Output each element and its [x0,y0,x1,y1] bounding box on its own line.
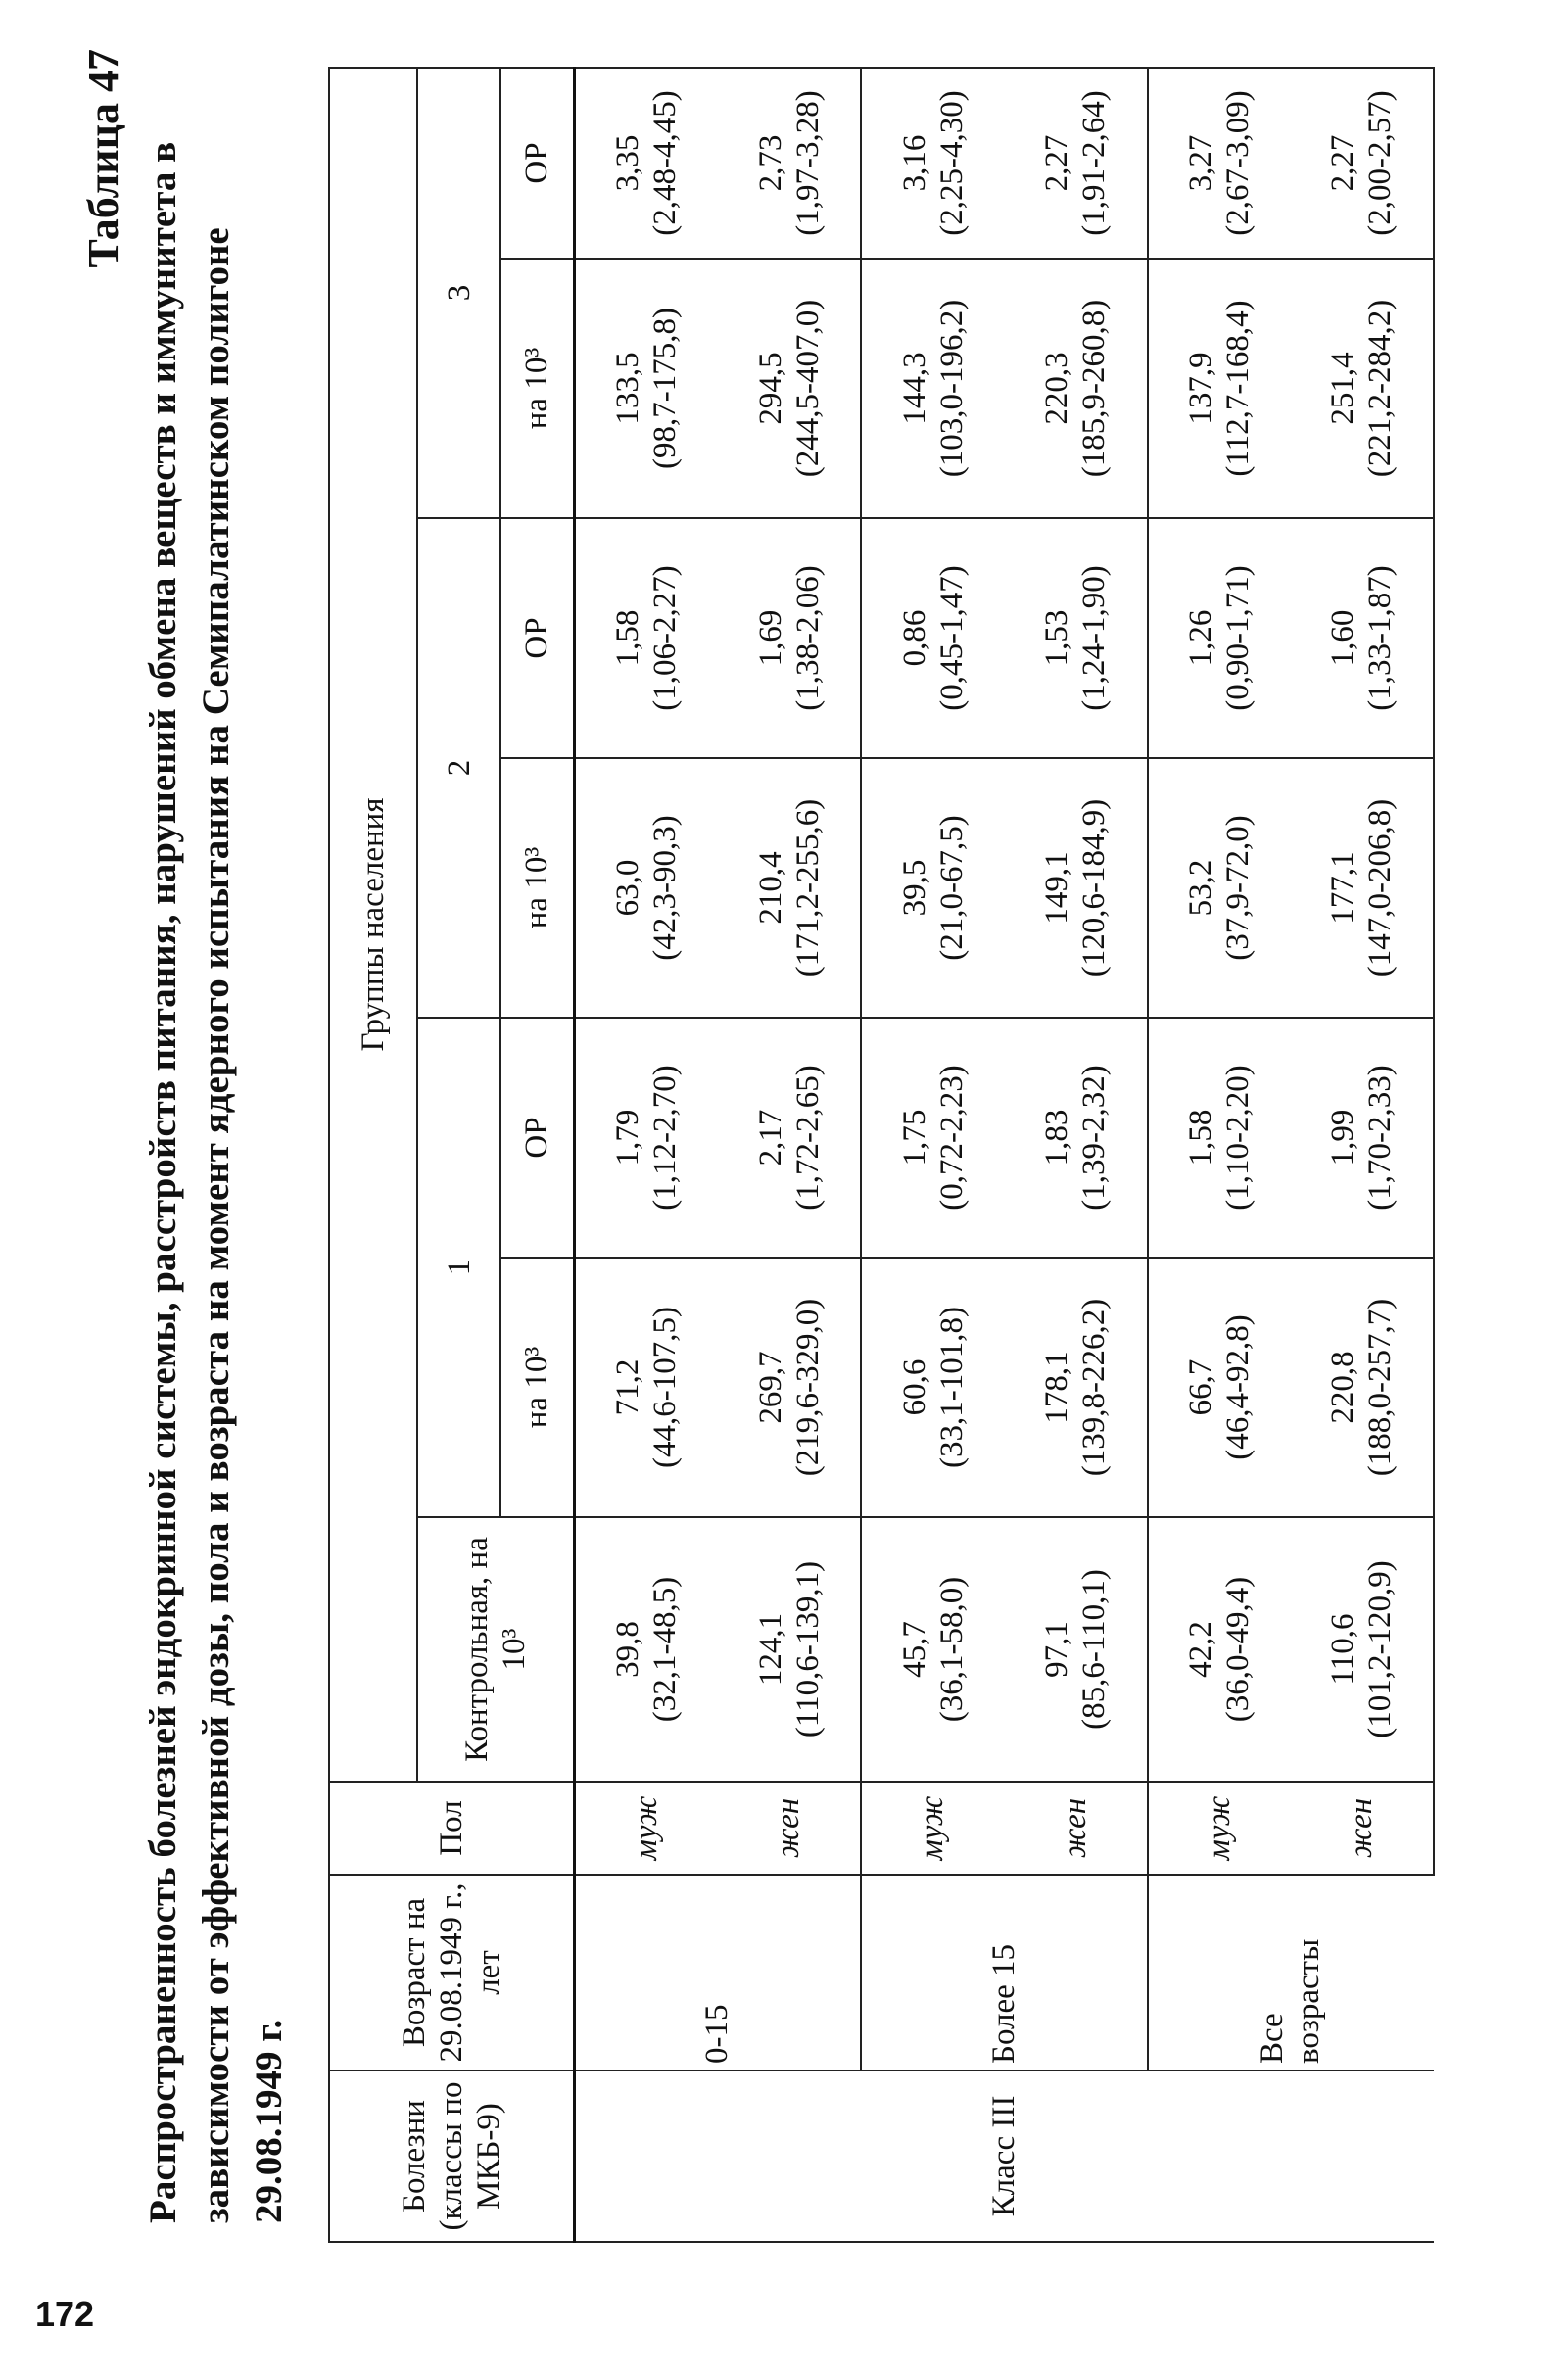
g3-ci: (221,2-284,2) [1362,299,1399,478]
control-value: 110,6 [1325,1613,1361,1686]
control-value: 39,8 [610,1621,646,1678]
control-ci: (85,6-110,1) [1076,1569,1113,1730]
g2-or-ci: (1,33-1,87) [1362,565,1399,711]
g1-or-ci: (1,10-2,20) [1220,1065,1257,1211]
g2-or: 1,58 [610,609,646,667]
header-g1-per1000: на 10³ [500,1258,574,1517]
g1-or-ci: (1,12-2,70) [647,1065,684,1211]
data-table [328,67,1435,2243]
g3-or-ci: (2,25-4,30) [933,90,970,236]
g1-value: 60,6 [896,1358,932,1416]
g1-value: 178,1 [1039,1351,1075,1424]
control-value: 42,2 [1183,1621,1219,1678]
g1-ci: (44,6-107,5) [647,1307,684,1468]
g1-value: 66,7 [1183,1358,1219,1416]
g1-or: 2,17 [752,1109,788,1166]
g3-or-ci: (2,48-4,45) [647,90,684,236]
control-value: 45,7 [896,1621,932,1678]
control-value: 97,1 [1039,1621,1075,1678]
g3-value: 133,5 [610,352,646,425]
g1-value: 71,2 [610,1358,646,1416]
g2-value: 149,1 [1039,851,1075,925]
g2-or-ci: (1,38-2,06) [789,565,826,711]
g3-ci: (103,0-196,2) [933,299,970,478]
g2-ci: (147,0-206,8) [1362,798,1399,977]
g2-or-ci: (0,90-1,71) [1220,565,1257,711]
header-control: Контрольная, на 10³ [417,1517,574,1782]
header-groups: Группы населения [329,68,417,1782]
g2-or: 1,69 [752,609,788,667]
g2-value: 53,2 [1183,859,1219,917]
g1-or: 1,75 [896,1109,932,1166]
disease-class-cell: Класс III [574,2071,1434,2242]
header-group-3: 3 [417,68,500,518]
g2-ci: (21,0-67,5) [933,815,970,961]
g1-or-ci: (1,72-2,65) [789,1065,826,1211]
control-ci: (36,1-58,0) [933,1576,970,1723]
g2-or: 1,60 [1325,609,1361,667]
control-value: 124,1 [752,1612,788,1687]
table-label: Таблица 47 [79,49,127,268]
header-g2-or: ОР [500,518,574,758]
g2-or: 1,53 [1039,609,1075,667]
g3-or: 2,73 [752,134,788,192]
g1-ci: (188,0-257,7) [1362,1298,1399,1477]
g3-or-ci: (1,97-3,28) [789,90,826,236]
g3-value: 137,9 [1183,352,1219,425]
g3-value: 294,5 [752,352,788,425]
sex-cell: муж [861,1782,1004,1875]
g2-or: 1,26 [1183,609,1219,667]
header-sex: Пол [329,1782,574,1875]
g1-or-ci: (1,70-2,33) [1362,1065,1399,1211]
g2-or: 0,86 [896,609,932,667]
g3-or-ci: (1,91-2,64) [1076,90,1113,236]
g3-ci: (185,9-260,8) [1076,299,1113,478]
g3-or: 3,27 [1183,134,1219,192]
g2-or-ci: (0,45-1,47) [933,565,970,711]
control-ci: (36,0-49,4) [1220,1576,1257,1723]
g3-value: 251,4 [1325,352,1361,425]
g3-value: 144,3 [896,352,932,425]
g2-or-ci: (1,06-2,27) [647,565,684,711]
table-row [574,68,718,2242]
control-ci: (32,1-48,5) [647,1576,684,1723]
g3-or: 2,27 [1039,134,1075,192]
header-g3-per1000: на 10³ [500,259,574,518]
table-row [1148,68,1291,2242]
age-cell: 0-15 [574,1875,861,2071]
header-g2-per1000: на 10³ [500,758,574,1018]
g3-or-ci: (2,00-2,57) [1362,90,1399,236]
g1-or: 1,99 [1325,1109,1361,1166]
header-g1-or: ОР [500,1018,574,1258]
g3-ci: (98,7-175,8) [647,308,684,469]
g1-or: 1,79 [610,1109,646,1166]
g1-ci: (139,8-226,2) [1076,1298,1113,1477]
g3-or-ci: (2,67-3,09) [1220,90,1257,236]
sex-cell: жен [1004,1782,1147,1875]
rotated-page-content [0,29,1449,2282]
g1-ci: (219,6-329,0) [789,1298,826,1477]
g2-ci: (120,6-184,9) [1076,798,1113,977]
g2-ci: (42,3-90,3) [647,815,684,961]
sex-cell: жен [718,1782,861,1875]
g2-value: 39,5 [896,859,932,917]
control-ci: (101,2-120,9) [1362,1560,1399,1738]
table-caption: Распространенность болезней эндокринной системы, расстройств питания, нарушений обмена веществ и иммунитета в зависимости от эффективной дозы, пола и возраста на момент ядерного испытания на Семипалатинском полигоне 29.08.1949 г. [142,141,290,2223]
g2-value: 63,0 [610,859,646,917]
header-disease: Болезни (классы по МКБ-9) [329,2071,574,2242]
g3-ci: (244,5-407,0) [789,299,826,478]
g2-ci: (37,9-72,0) [1220,815,1257,961]
g2-ci: (171,2-255,6) [789,798,826,977]
g1-or-ci: (1,39-2,32) [1076,1065,1113,1211]
g3-or: 2,27 [1325,134,1361,192]
header-g3-or: ОР [500,68,574,259]
g1-or-ci: (0,72-2,23) [933,1065,970,1211]
sex-cell: муж [574,1782,718,1875]
g3-value: 220,3 [1039,352,1075,425]
g1-value: 220,8 [1325,1351,1361,1424]
sex-cell: жен [1291,1782,1434,1875]
g2-value: 210,4 [752,851,788,925]
age-cell: Все возрасты [1148,1875,1434,2071]
g1-or: 1,58 [1183,1109,1219,1166]
g2-or-ci: (1,24-1,90) [1076,565,1113,711]
sex-cell: муж [1148,1782,1291,1875]
g3-or: 3,35 [610,134,646,192]
header-group-2: 2 [417,518,500,1018]
g1-value: 269,7 [752,1351,788,1424]
header-group-1: 1 [417,1018,500,1517]
table-row [861,68,1004,2242]
g1-ci: (46,4-92,8) [1220,1314,1257,1460]
header-age: Возраст на 29.08.1949 г., лет [329,1875,574,2071]
age-cell: Более 15 [861,1875,1147,2071]
page-number: 172 [35,2294,95,2334]
g2-value: 177,1 [1325,851,1361,925]
g1-or: 1,83 [1039,1109,1075,1166]
g3-or: 3,16 [896,134,932,192]
g1-ci: (33,1-101,8) [933,1307,970,1468]
control-ci: (110,6-139,1) [789,1560,826,1738]
g3-ci: (112,7-168,4) [1220,300,1257,477]
